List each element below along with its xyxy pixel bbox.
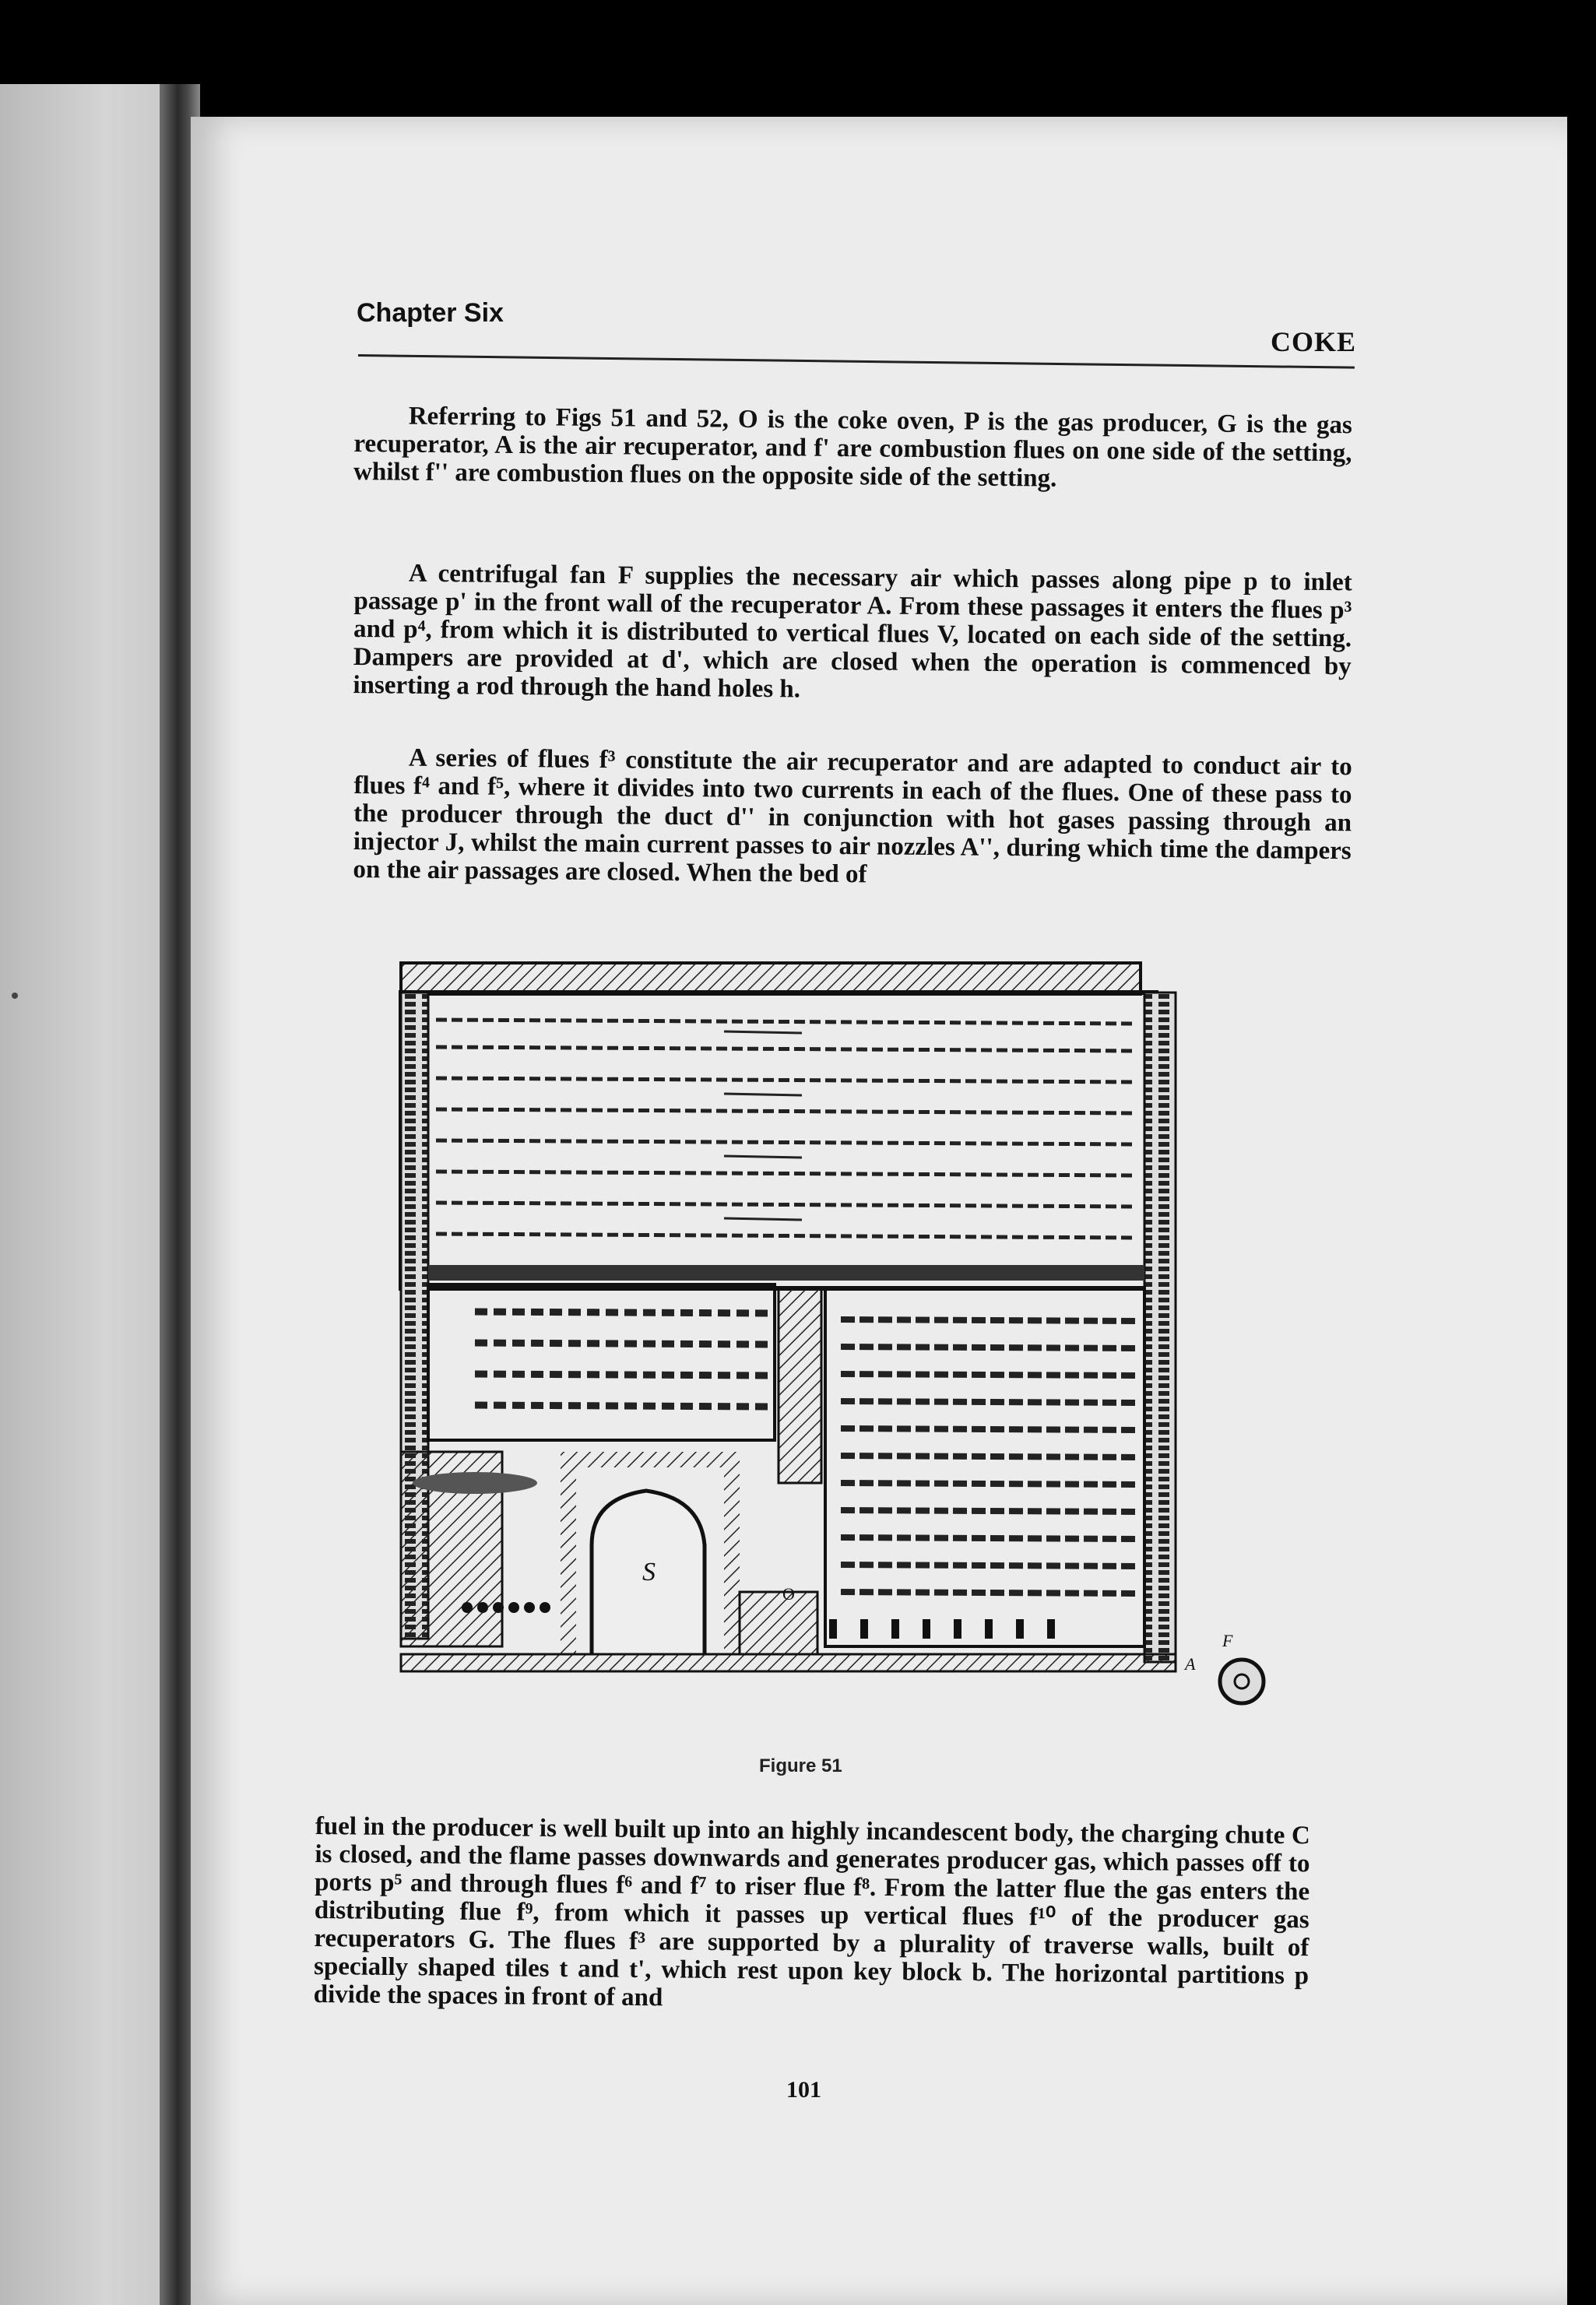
- paragraph-3: A series of flues f³ constitute the air recuperator and are adapted to conduct air to flues f⁴ and f⁵, where it divides into two currents in each of the flues. One of these pass to the producer through the duct d'' in conjunction with hot gases passing through an injector J, whilst the main current passes to air nozzles A'', during which time the dampers on the air passages are closed. When the bed of: [353, 743, 1352, 889]
- label-o: O: [782, 1584, 795, 1604]
- middle-band: [428, 1265, 1144, 1281]
- foundation: [401, 1654, 1176, 1671]
- speck: [12, 993, 18, 999]
- label-a: A: [1185, 1654, 1196, 1674]
- paragraph-2: A centrifugal fan F supplies the necessary air which passes along pipe p to inlet passage p' in the front wall of the recuperator A. From these passages it enters the flues p³ and p⁴, from which it is distributed to vertical flues V, located on each side of the setting. Dampers are provided at d', which are closed when the operation is commenced by inserting a rod through the hand holes h.: [353, 559, 1352, 704]
- upper-flues: [436, 1020, 1137, 1238]
- centrifugal-fan: [1220, 1660, 1264, 1703]
- air-recuperator: [428, 1284, 775, 1440]
- chapter-header: Chapter Six: [357, 298, 504, 328]
- facing-page-edge: [0, 84, 175, 2305]
- top-wall: [401, 963, 1141, 994]
- paragraph-4: fuel in the producer is well built up into an highly incandescent body, the charging chute C is closed, and the flame passes downwards and generates producer gas, which passes off to ports p⁵ and through flues f⁶ and f⁷ to riser flue f⁸. From the latter flue the gas enters the distributing flue f⁹, from which it passes up vertical flues f¹⁰ of the producer gas recuperators G. The flues f³ are supported by a plurality of traverse walls, built of specially shaped tiles t and t', which rest upon key block b. The horizontal partitions p divide the spaces in front of and: [313, 1812, 1310, 2012]
- right-pier: [1144, 993, 1176, 1662]
- flow-arrows: [724, 1031, 802, 1220]
- paragraph-1: Referring to Figs 51 and 52, O is the coke oven, P is the gas producer, G is the gas recuperator, A is the air recuperator, and f' are combustion flues on one side of the setting, whilst f'' are combustion flues on the opposite side of the setting.: [353, 402, 1352, 493]
- bottom-ports: [833, 1619, 1051, 1639]
- page-number: 101: [786, 2077, 821, 2103]
- section-header: COKE: [1271, 326, 1357, 357]
- gas-flues: [841, 1319, 1137, 1593]
- figure-caption: Figure 51: [759, 1755, 842, 1776]
- lower-flue-block: [740, 1592, 817, 1654]
- coke-oven-diagram: [335, 954, 1269, 1732]
- fuel-bed: [413, 1472, 537, 1494]
- label-f: F: [1222, 1631, 1233, 1650]
- label-s: S: [642, 1558, 656, 1586]
- riser-flue: [779, 1288, 821, 1483]
- recuperator-tubes: [475, 1312, 771, 1407]
